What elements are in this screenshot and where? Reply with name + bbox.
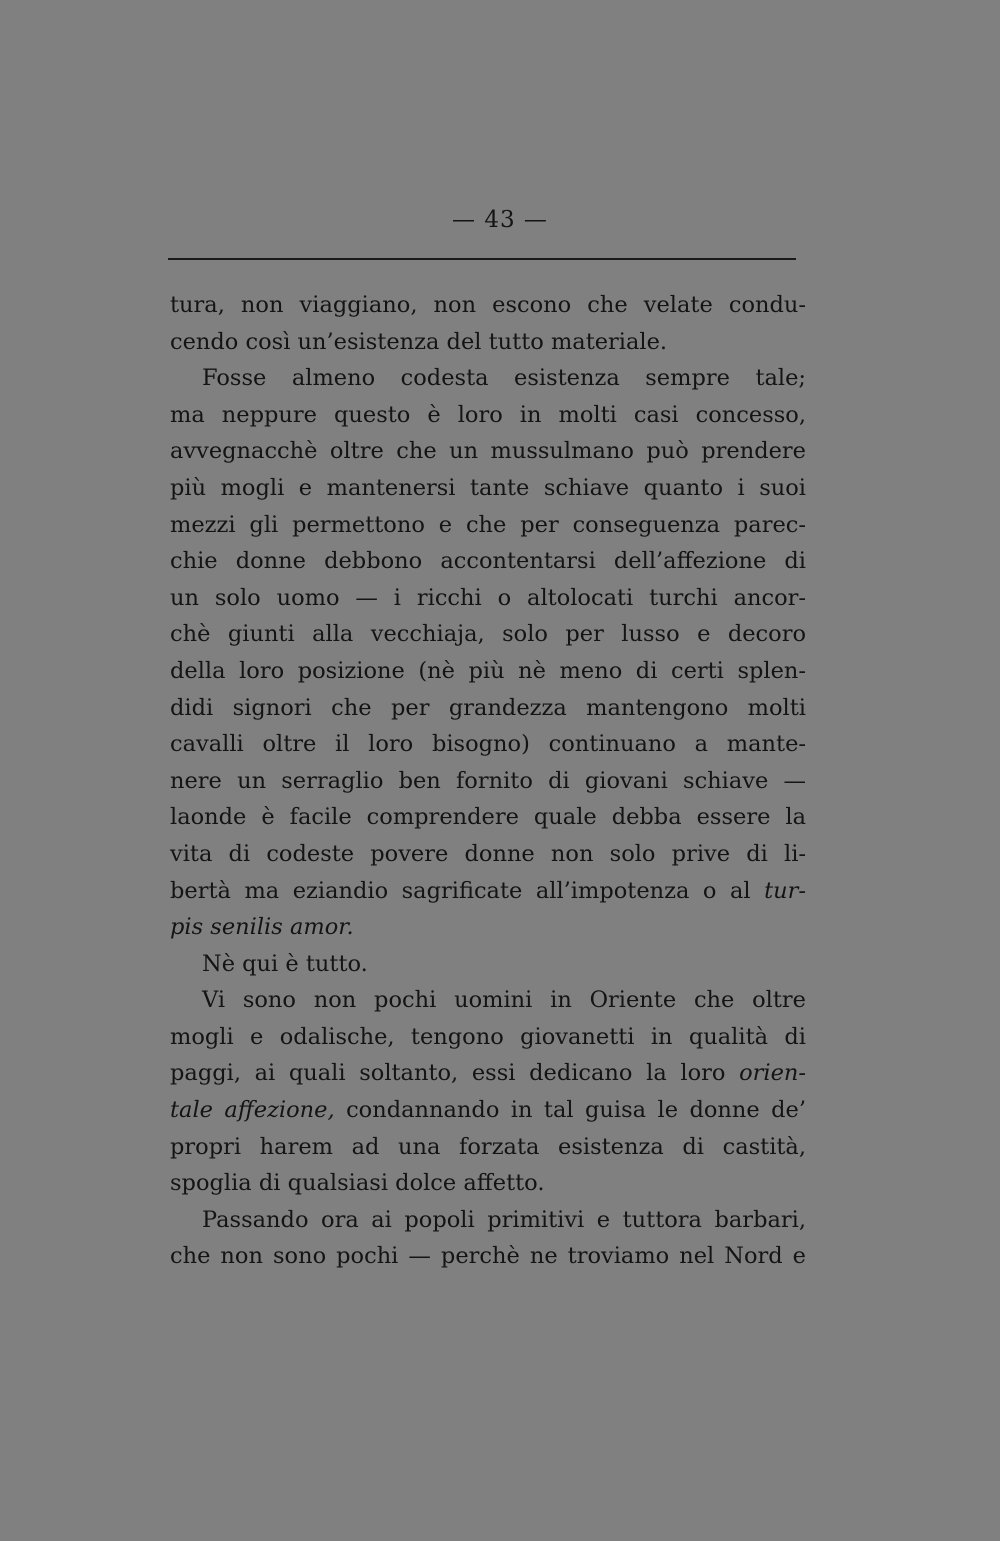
text-line: Fosse almeno codesta esistenza sempre tale; <box>202 365 806 392</box>
text-line: vita di codeste povere donne non solo prive di li- <box>170 840 806 867</box>
italic-text: tur- <box>764 877 806 904</box>
text-line: un solo uomo — i ricchi o altolocati turchi ancor- <box>170 584 806 611</box>
text-line <box>170 909 806 946</box>
text-line: che non sono pochi — perchè ne troviamo nel Nord e <box>170 1243 806 1270</box>
text-line: Nè qui è tutto. <box>202 950 368 977</box>
text-line: della loro posizione (nè più nè meno di certi splen- <box>170 657 806 684</box>
text-line: cavalli oltre il loro bisogno) continuano a mante- <box>170 731 806 758</box>
header-rule <box>168 258 796 260</box>
text-line: bertà ma eziandio sagrificate all’impotenza o al tur- <box>170 877 806 904</box>
body-text <box>170 287 806 1275</box>
text-line: didi signori che per grandezza mantengono molti <box>170 694 806 721</box>
text-line: paggi, ai quali soltanto, essi dedicano la loro orien- <box>170 1060 807 1087</box>
text-line: propri harem ad una forzata esistenza di castità, <box>170 1133 806 1160</box>
text-line: chie donne debbono accontentarsi dell’affezione di <box>170 548 806 575</box>
text-line: ma neppure questo è loro in molti casi concesso, <box>170 401 806 428</box>
text-line: mogli e odalische, tengono giovanetti in qualità di <box>170 1023 806 1050</box>
text-line: mezzi gli permettono e che per conseguenza parec- <box>170 511 806 538</box>
italic-text: orien- <box>739 1060 807 1087</box>
text-line: nere un serraglio ben fornito di giovani schiave — <box>170 767 806 794</box>
text-line: cendo così un’esistenza del tutto materiale. <box>170 328 668 355</box>
text-line: laonde è facile comprendere quale debba essere la <box>170 804 806 831</box>
page-number: — 43 — <box>452 207 548 233</box>
text-line: tura, non viaggiano, non escono che velate condu- <box>170 292 806 318</box>
text-line: spoglia di qualsiasi dolce affetto. <box>170 1170 545 1197</box>
italic-text: pis senilis amor. <box>170 914 354 941</box>
text-line: più mogli e mantenersi tante schiave quanto i suoi <box>170 474 806 501</box>
text-line: tale affezione, condannando in tal guisa le donne de’ <box>170 1097 806 1124</box>
text-line: Vi sono non pochi uomini in Oriente che oltre <box>202 987 806 1014</box>
italic-text: tale affezione, <box>170 1097 335 1124</box>
text-line: chè giunti alla vecchiaja, solo per lusso e decoro <box>170 621 806 648</box>
text-line: avvegnacchè oltre che un mussulmano può prendere <box>170 438 806 465</box>
text-line: Passando ora ai popoli primitivi e tuttora barbari, <box>202 1206 806 1233</box>
